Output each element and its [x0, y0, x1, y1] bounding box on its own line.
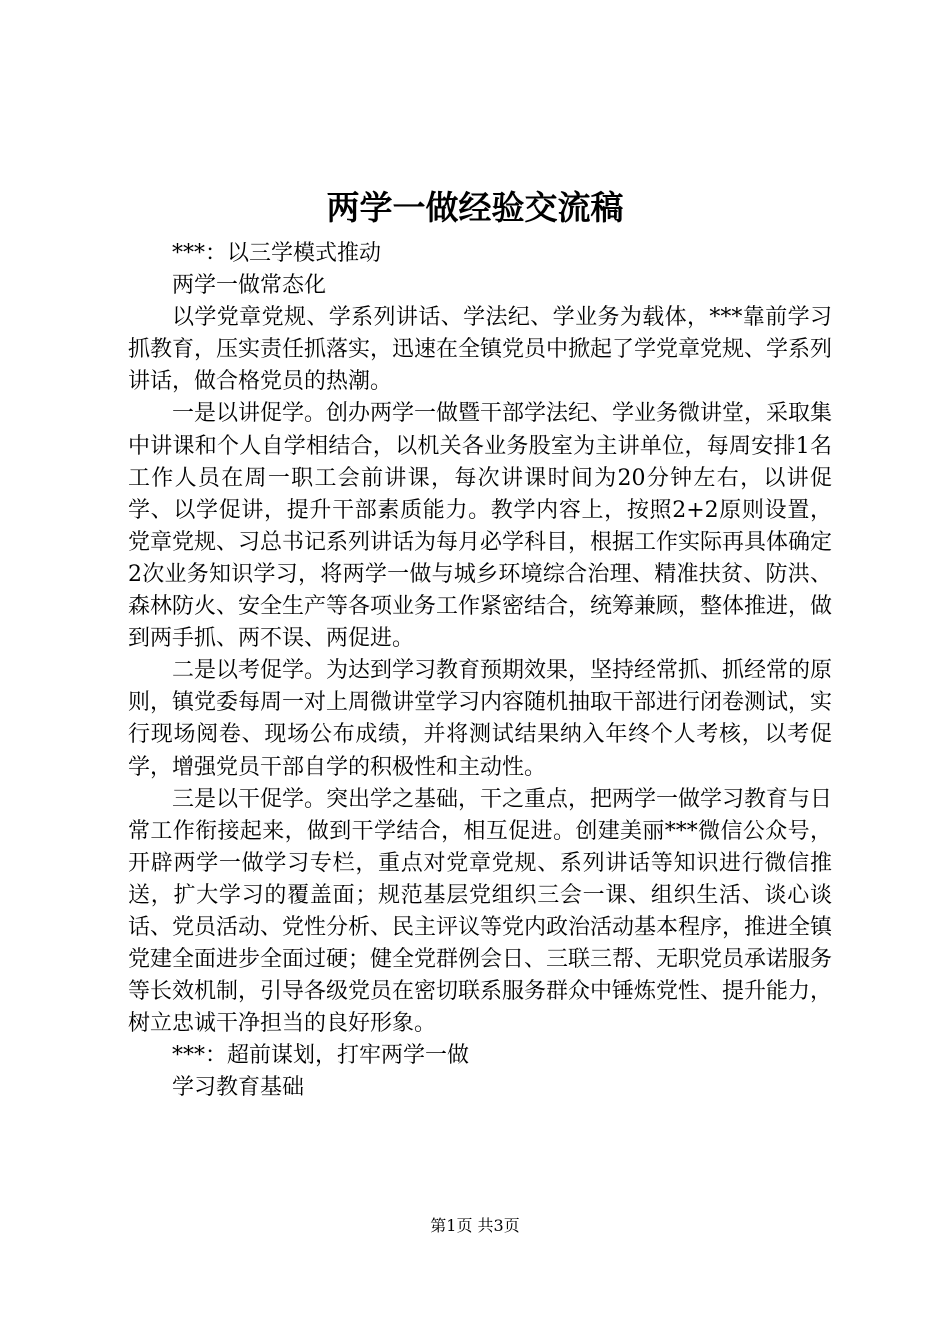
body-paragraph: 以学党章党规、学系列讲话、学法纪、学业务为载体，***靠前学习抓教育，压实责任抓落实，迅速在全镇党员中掀起了学党章党规、学系列讲话，做合格党员的热潮。 [128, 305, 833, 395]
section-heading: ***：以三学模式推动 [172, 241, 382, 266]
section-heading: ***：超前谋划，打牢两学一做 [172, 1043, 470, 1069]
section-heading: 两学一做常态化 [172, 273, 327, 299]
page-footer: 第1页 共3页 [430, 1216, 520, 1235]
document-title: 两学一做经验交流稿 [326, 188, 624, 227]
body-paragraph: 三是以干促学。突出学之基础，干之重点，把两学一做学习教育与日常工作衔接起来，做到干学结合，相互促进。创建美丽***微信公众号，开辟两学一做学习专栏，重点对党章党规、系列讲话等知识进行微信推送，扩大学习的覆盖面；规范基层党组织三会一课、组织生活、谈心谈话、党员活动、党性分析、民主评议等党内政治活动基本程序，推进全镇党建全面进步全面过硬；健全党群例会日、三联三帮、无职党员承诺服务等长效机制，引导各级党员在密切联系服务群众中锤炼党性、提升能力，树立忠诚干净担当的良好形象。 [128, 786, 833, 1037]
document-body [128, 238, 832, 1105]
section-heading: 学习教育基础 [172, 1075, 305, 1101]
body-paragraph: 二是以考促学。为达到学习教育预期效果，坚持经常抓、抓经常的原则，镇党委每周一对上周微讲堂学习内容随机抽取干部进行闭卷测试，实行现场阅卷、现场公布成绩，并将测试结果纳入年终个人考核，以考促学，增强党员干部自学的积极性和主动性。 [128, 658, 833, 780]
body-paragraph: 一是以讲促学。创办两学一做暨干部学法纪、学业务微讲堂，采取集中讲课和个人自学相结合，以机关各业务股室为主讲单位，每周安排1名工作人员在周一职工会前讲课，每次讲课时间为20分钟左右，以讲促学、以学促讲，提升干部素质能力。教学内容上，按照2+2原则设置，党章党规、习总书记系列讲话为每月必学科目，根据工作实际再具体确定2次业务知识学习，将两学一做与城乡环境综合治理、精准扶贫、防洪、森林防火、安全生产等各项业务工作紧密结合，统筹兼顾，整体推进，做到两手抓、两不误、两促进。 [128, 401, 833, 652]
